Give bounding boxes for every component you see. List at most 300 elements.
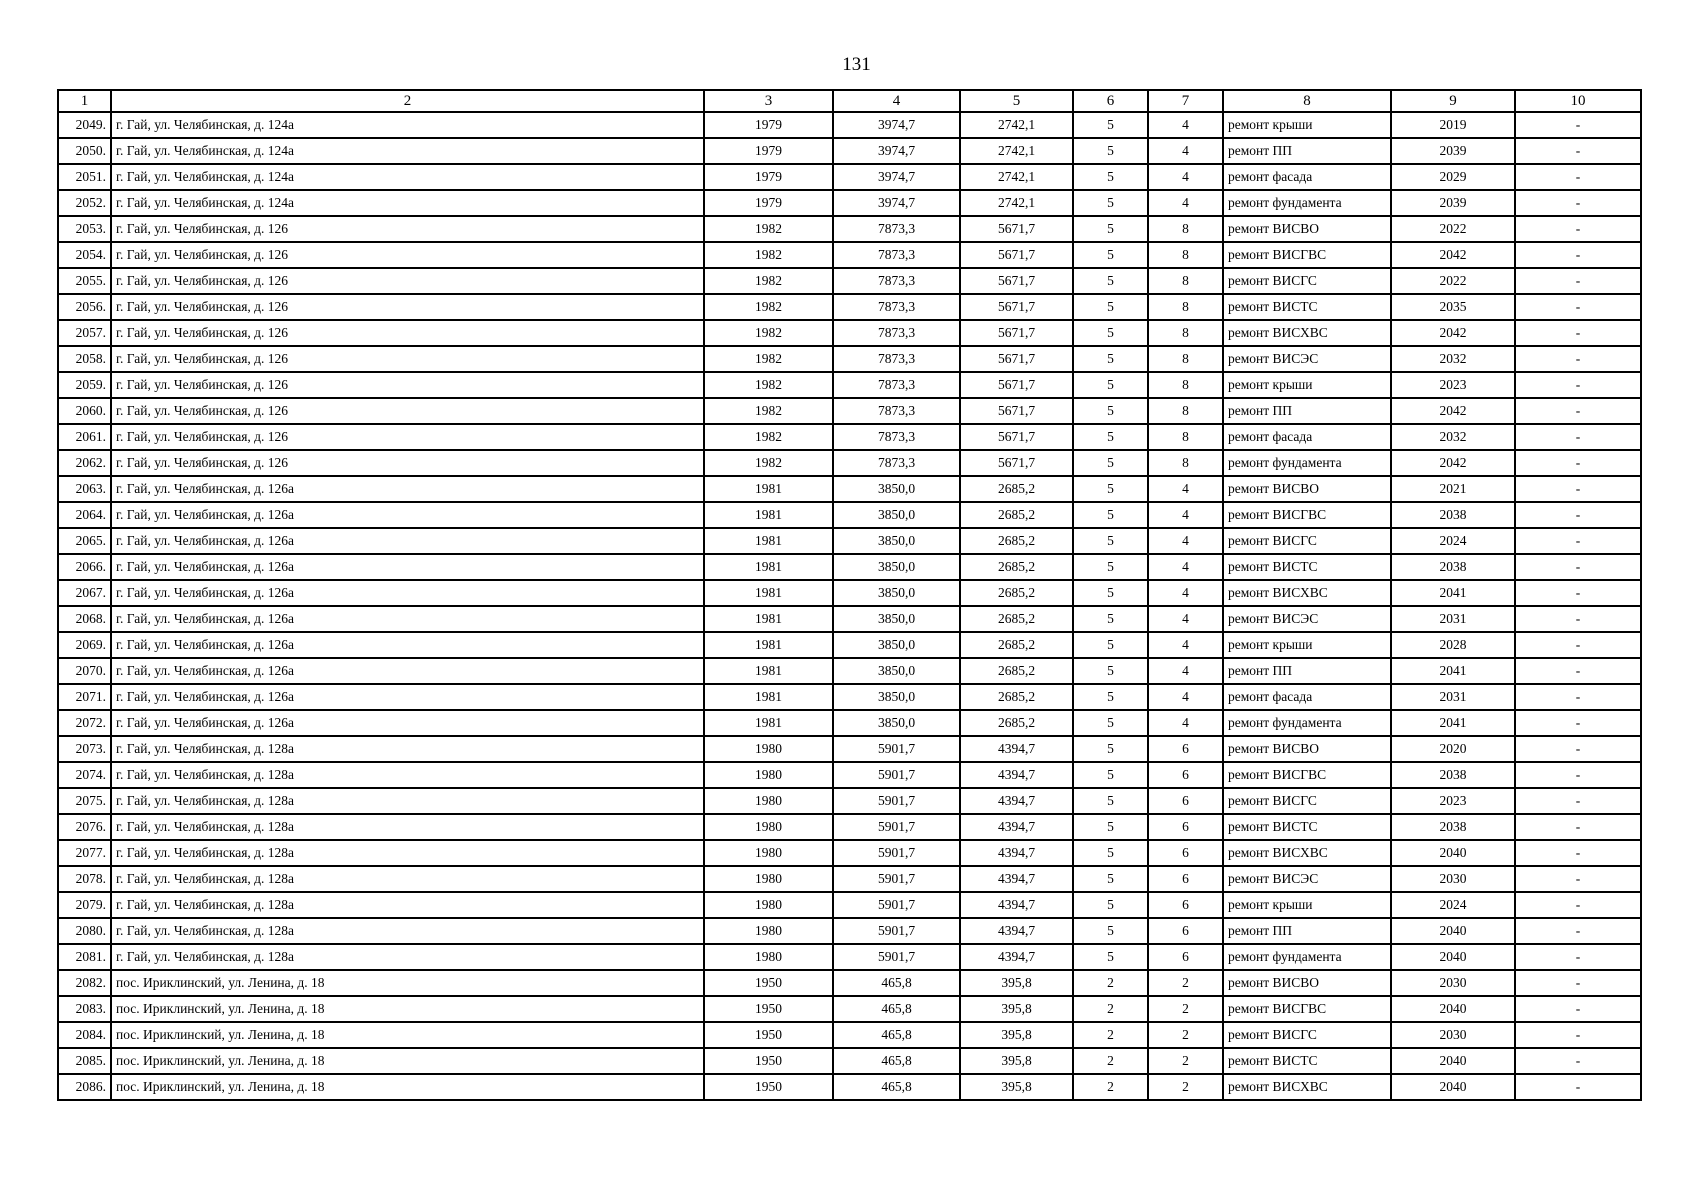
total-area-cell: 3850,0: [833, 710, 960, 736]
work-type-cell: ремонт ВИСЭС: [1223, 606, 1391, 632]
table-row: [58, 710, 1641, 736]
work-type-cell: ремонт крыши: [1223, 372, 1391, 398]
total-area-cell: 3974,7: [833, 190, 960, 216]
entrances-cell: 4: [1148, 606, 1223, 632]
column-header-4: 4: [833, 90, 960, 112]
year-cell: 1982: [704, 216, 833, 242]
year-cell: 1981: [704, 554, 833, 580]
living-area-cell: 5671,7: [960, 346, 1073, 372]
column-header-2: 2: [111, 90, 704, 112]
total-area-cell: 3974,7: [833, 138, 960, 164]
plan-year-cell: 2040: [1391, 1074, 1515, 1100]
note-cell: -: [1515, 450, 1641, 476]
floors-cell: 5: [1073, 294, 1148, 320]
living-area-cell: 5671,7: [960, 372, 1073, 398]
floors-cell: 5: [1073, 502, 1148, 528]
address-cell: г. Гай, ул. Челябинская, д. 126: [111, 294, 704, 320]
floors-cell: 5: [1073, 268, 1148, 294]
living-area-cell: 2685,2: [960, 684, 1073, 710]
row-number: 2056.: [58, 294, 111, 320]
table-row: [58, 970, 1641, 996]
row-number: 2072.: [58, 710, 111, 736]
table-row: [58, 528, 1641, 554]
table-row: [58, 242, 1641, 268]
floors-cell: 5: [1073, 762, 1148, 788]
address-cell: г. Гай, ул. Челябинская, д. 126а: [111, 528, 704, 554]
table-row: [58, 788, 1641, 814]
total-area-cell: 5901,7: [833, 814, 960, 840]
work-type-cell: ремонт ПП: [1223, 138, 1391, 164]
address-cell: г. Гай, ул. Челябинская, д. 126: [111, 372, 704, 398]
living-area-cell: 395,8: [960, 970, 1073, 996]
total-area-cell: 7873,3: [833, 242, 960, 268]
address-cell: г. Гай, ул. Челябинская, д. 126а: [111, 476, 704, 502]
floors-cell: 5: [1073, 580, 1148, 606]
column-header-8: 8: [1223, 90, 1391, 112]
year-cell: 1981: [704, 632, 833, 658]
note-cell: -: [1515, 606, 1641, 632]
row-number: 2082.: [58, 970, 111, 996]
floors-cell: 2: [1073, 1022, 1148, 1048]
year-cell: 1980: [704, 788, 833, 814]
row-number: 2055.: [58, 268, 111, 294]
address-cell: г. Гай, ул. Челябинская, д. 124а: [111, 190, 704, 216]
note-cell: -: [1515, 710, 1641, 736]
row-number: 2071.: [58, 684, 111, 710]
row-number: 2049.: [58, 112, 111, 138]
entrances-cell: 8: [1148, 216, 1223, 242]
row-number: 2070.: [58, 658, 111, 684]
living-area-cell: 2685,2: [960, 476, 1073, 502]
plan-year-cell: 2021: [1391, 476, 1515, 502]
note-cell: -: [1515, 918, 1641, 944]
work-type-cell: ремонт ВИСЭС: [1223, 346, 1391, 372]
address-cell: г. Гай, ул. Челябинская, д. 124а: [111, 164, 704, 190]
plan-year-cell: 2032: [1391, 424, 1515, 450]
address-cell: пос. Ириклинский, ул. Ленина, д. 18: [111, 1048, 704, 1074]
year-cell: 1980: [704, 840, 833, 866]
note-cell: -: [1515, 788, 1641, 814]
year-cell: 1950: [704, 970, 833, 996]
work-type-cell: ремонт ВИСВО: [1223, 736, 1391, 762]
address-cell: г. Гай, ул. Челябинская, д. 126а: [111, 710, 704, 736]
plan-year-cell: 2035: [1391, 294, 1515, 320]
row-number: 2066.: [58, 554, 111, 580]
entrances-cell: 2: [1148, 1022, 1223, 1048]
entrances-cell: 8: [1148, 424, 1223, 450]
floors-cell: 2: [1073, 1074, 1148, 1100]
floors-cell: 5: [1073, 346, 1148, 372]
note-cell: -: [1515, 372, 1641, 398]
row-number: 2074.: [58, 762, 111, 788]
note-cell: -: [1515, 476, 1641, 502]
floors-cell: 5: [1073, 528, 1148, 554]
address-cell: г. Гай, ул. Челябинская, д. 128а: [111, 788, 704, 814]
work-type-cell: ремонт ВИСГС: [1223, 528, 1391, 554]
living-area-cell: 2685,2: [960, 658, 1073, 684]
entrances-cell: 4: [1148, 710, 1223, 736]
plan-year-cell: 2038: [1391, 762, 1515, 788]
note-cell: -: [1515, 996, 1641, 1022]
note-cell: -: [1515, 424, 1641, 450]
table-row: [58, 320, 1641, 346]
living-area-cell: 2742,1: [960, 138, 1073, 164]
entrances-cell: 8: [1148, 450, 1223, 476]
note-cell: -: [1515, 138, 1641, 164]
living-area-cell: 5671,7: [960, 216, 1073, 242]
row-number: 2054.: [58, 242, 111, 268]
entrances-cell: 4: [1148, 138, 1223, 164]
floors-cell: 5: [1073, 398, 1148, 424]
table-row: [58, 658, 1641, 684]
table-row: [58, 918, 1641, 944]
note-cell: -: [1515, 1022, 1641, 1048]
floors-cell: 5: [1073, 112, 1148, 138]
work-type-cell: ремонт ВИСХВС: [1223, 1074, 1391, 1100]
row-number: 2080.: [58, 918, 111, 944]
entrances-cell: 8: [1148, 346, 1223, 372]
row-number: 2052.: [58, 190, 111, 216]
floors-cell: 5: [1073, 944, 1148, 970]
entrances-cell: 4: [1148, 502, 1223, 528]
work-type-cell: ремонт ВИСВО: [1223, 476, 1391, 502]
address-cell: г. Гай, ул. Челябинская, д. 126: [111, 216, 704, 242]
plan-year-cell: 2023: [1391, 788, 1515, 814]
row-number: 2075.: [58, 788, 111, 814]
entrances-cell: 8: [1148, 242, 1223, 268]
floors-cell: 5: [1073, 216, 1148, 242]
total-area-cell: 7873,3: [833, 346, 960, 372]
floors-cell: 5: [1073, 840, 1148, 866]
address-cell: г. Гай, ул. Челябинская, д. 128а: [111, 840, 704, 866]
year-cell: 1980: [704, 814, 833, 840]
address-cell: г. Гай, ул. Челябинская, д. 128а: [111, 892, 704, 918]
year-cell: 1980: [704, 892, 833, 918]
work-type-cell: ремонт фундамента: [1223, 190, 1391, 216]
address-cell: г. Гай, ул. Челябинская, д. 126: [111, 398, 704, 424]
row-number: 2053.: [58, 216, 111, 242]
row-number: 2068.: [58, 606, 111, 632]
living-area-cell: 4394,7: [960, 736, 1073, 762]
year-cell: 1982: [704, 346, 833, 372]
address-cell: г. Гай, ул. Челябинская, д. 128а: [111, 762, 704, 788]
living-area-cell: 2685,2: [960, 502, 1073, 528]
row-number: 2079.: [58, 892, 111, 918]
table-row: [58, 892, 1641, 918]
table-row: [58, 424, 1641, 450]
total-area-cell: 3850,0: [833, 658, 960, 684]
address-cell: г. Гай, ул. Челябинская, д. 124а: [111, 112, 704, 138]
floors-cell: 5: [1073, 710, 1148, 736]
year-cell: 1981: [704, 502, 833, 528]
living-area-cell: 4394,7: [960, 918, 1073, 944]
table-row: [58, 996, 1641, 1022]
plan-year-cell: 2041: [1391, 710, 1515, 736]
table-row: [58, 762, 1641, 788]
year-cell: 1950: [704, 1022, 833, 1048]
plan-year-cell: 2041: [1391, 580, 1515, 606]
living-area-cell: 2742,1: [960, 190, 1073, 216]
row-number: 2062.: [58, 450, 111, 476]
table-row: [58, 372, 1641, 398]
year-cell: 1982: [704, 320, 833, 346]
year-cell: 1982: [704, 294, 833, 320]
row-number: 2060.: [58, 398, 111, 424]
living-area-cell: 4394,7: [960, 866, 1073, 892]
note-cell: -: [1515, 502, 1641, 528]
plan-year-cell: 2042: [1391, 450, 1515, 476]
living-area-cell: 2685,2: [960, 606, 1073, 632]
note-cell: -: [1515, 398, 1641, 424]
table-row: [58, 502, 1641, 528]
note-cell: -: [1515, 866, 1641, 892]
row-number: 2076.: [58, 814, 111, 840]
table-row: [58, 632, 1641, 658]
total-area-cell: 5901,7: [833, 736, 960, 762]
address-cell: г. Гай, ул. Челябинская, д. 126а: [111, 580, 704, 606]
year-cell: 1982: [704, 398, 833, 424]
table-row: [58, 294, 1641, 320]
living-area-cell: 5671,7: [960, 424, 1073, 450]
column-header-9: 9: [1391, 90, 1515, 112]
address-cell: г. Гай, ул. Челябинская, д. 128а: [111, 814, 704, 840]
entrances-cell: 4: [1148, 554, 1223, 580]
table-row: [58, 1048, 1641, 1074]
year-cell: 1981: [704, 580, 833, 606]
plan-year-cell: 2042: [1391, 320, 1515, 346]
note-cell: -: [1515, 242, 1641, 268]
table-row: [58, 138, 1641, 164]
note-cell: -: [1515, 320, 1641, 346]
table-row: [58, 814, 1641, 840]
column-header-5: 5: [960, 90, 1073, 112]
entrances-cell: 4: [1148, 658, 1223, 684]
work-type-cell: ремонт фундамента: [1223, 450, 1391, 476]
work-type-cell: ремонт ВИСХВС: [1223, 580, 1391, 606]
plan-year-cell: 2031: [1391, 684, 1515, 710]
living-area-cell: 395,8: [960, 996, 1073, 1022]
address-cell: пос. Ириклинский, ул. Ленина, д. 18: [111, 1022, 704, 1048]
entrances-cell: 6: [1148, 892, 1223, 918]
living-area-cell: 2685,2: [960, 528, 1073, 554]
total-area-cell: 465,8: [833, 970, 960, 996]
table-row: [58, 736, 1641, 762]
table-row: [58, 866, 1641, 892]
total-area-cell: 3850,0: [833, 528, 960, 554]
floors-cell: 5: [1073, 450, 1148, 476]
floors-cell: 5: [1073, 554, 1148, 580]
address-cell: пос. Ириклинский, ул. Ленина, д. 18: [111, 996, 704, 1022]
total-area-cell: 3974,7: [833, 112, 960, 138]
floors-cell: 5: [1073, 814, 1148, 840]
work-type-cell: ремонт крыши: [1223, 632, 1391, 658]
plan-year-cell: 2040: [1391, 1048, 1515, 1074]
floors-cell: 2: [1073, 970, 1148, 996]
plan-year-cell: 2030: [1391, 1022, 1515, 1048]
address-cell: г. Гай, ул. Челябинская, д. 126: [111, 242, 704, 268]
address-cell: г. Гай, ул. Челябинская, д. 126: [111, 450, 704, 476]
plan-year-cell: 2040: [1391, 840, 1515, 866]
plan-year-cell: 2040: [1391, 944, 1515, 970]
year-cell: 1981: [704, 476, 833, 502]
work-type-cell: ремонт ВИСГС: [1223, 1022, 1391, 1048]
plan-year-cell: 2032: [1391, 346, 1515, 372]
note-cell: -: [1515, 554, 1641, 580]
table-row: [58, 1022, 1641, 1048]
work-type-cell: ремонт крыши: [1223, 892, 1391, 918]
work-type-cell: ремонт фундамента: [1223, 944, 1391, 970]
total-area-cell: 7873,3: [833, 424, 960, 450]
living-area-cell: 5671,7: [960, 242, 1073, 268]
note-cell: -: [1515, 840, 1641, 866]
floors-cell: 5: [1073, 476, 1148, 502]
year-cell: 1982: [704, 242, 833, 268]
address-cell: г. Гай, ул. Челябинская, д. 128а: [111, 944, 704, 970]
plan-year-cell: 2022: [1391, 216, 1515, 242]
total-area-cell: 3850,0: [833, 554, 960, 580]
living-area-cell: 4394,7: [960, 840, 1073, 866]
row-number: 2077.: [58, 840, 111, 866]
year-cell: 1982: [704, 372, 833, 398]
floors-cell: 2: [1073, 996, 1148, 1022]
living-area-cell: 2685,2: [960, 632, 1073, 658]
table-row: [58, 944, 1641, 970]
table-header-row: [58, 90, 1641, 112]
note-cell: -: [1515, 1048, 1641, 1074]
address-cell: г. Гай, ул. Челябинская, д. 128а: [111, 866, 704, 892]
plan-year-cell: 2038: [1391, 502, 1515, 528]
work-type-cell: ремонт ВИСВО: [1223, 970, 1391, 996]
plan-year-cell: 2030: [1391, 866, 1515, 892]
total-area-cell: 3850,0: [833, 580, 960, 606]
floors-cell: 5: [1073, 918, 1148, 944]
year-cell: 1981: [704, 528, 833, 554]
entrances-cell: 4: [1148, 528, 1223, 554]
note-cell: -: [1515, 580, 1641, 606]
total-area-cell: 7873,3: [833, 216, 960, 242]
living-area-cell: 395,8: [960, 1022, 1073, 1048]
work-type-cell: ремонт ПП: [1223, 658, 1391, 684]
address-cell: г. Гай, ул. Челябинская, д. 128а: [111, 736, 704, 762]
row-number: 2057.: [58, 320, 111, 346]
total-area-cell: 7873,3: [833, 294, 960, 320]
work-type-cell: ремонт ВИСТС: [1223, 294, 1391, 320]
floors-cell: 5: [1073, 424, 1148, 450]
entrances-cell: 8: [1148, 268, 1223, 294]
row-number: 2078.: [58, 866, 111, 892]
work-type-cell: ремонт фундамента: [1223, 710, 1391, 736]
column-header-10: 10: [1515, 90, 1641, 112]
year-cell: 1980: [704, 944, 833, 970]
table-row: [58, 554, 1641, 580]
living-area-cell: 5671,7: [960, 398, 1073, 424]
year-cell: 1950: [704, 1048, 833, 1074]
column-header-7: 7: [1148, 90, 1223, 112]
row-number: 2086.: [58, 1074, 111, 1100]
note-cell: -: [1515, 528, 1641, 554]
year-cell: 1950: [704, 1074, 833, 1100]
total-area-cell: 7873,3: [833, 398, 960, 424]
work-type-cell: ремонт ВИСГС: [1223, 268, 1391, 294]
table-row: [58, 112, 1641, 138]
entrances-cell: 6: [1148, 866, 1223, 892]
plan-year-cell: 2042: [1391, 242, 1515, 268]
entrances-cell: 6: [1148, 788, 1223, 814]
entrances-cell: 4: [1148, 476, 1223, 502]
entrances-cell: 6: [1148, 736, 1223, 762]
address-cell: пос. Ириклинский, ул. Ленина, д. 18: [111, 970, 704, 996]
total-area-cell: 465,8: [833, 996, 960, 1022]
year-cell: 1979: [704, 138, 833, 164]
row-number: 2058.: [58, 346, 111, 372]
total-area-cell: 465,8: [833, 1022, 960, 1048]
total-area-cell: 5901,7: [833, 892, 960, 918]
living-area-cell: 5671,7: [960, 450, 1073, 476]
page-number: 131: [842, 54, 871, 75]
table-row: [58, 398, 1641, 424]
plan-year-cell: 2031: [1391, 606, 1515, 632]
floors-cell: 5: [1073, 892, 1148, 918]
work-type-cell: ремонт ВИСГВС: [1223, 762, 1391, 788]
work-type-cell: ремонт ВИСХВС: [1223, 320, 1391, 346]
column-header-3: 3: [704, 90, 833, 112]
entrances-cell: 4: [1148, 112, 1223, 138]
note-cell: -: [1515, 1074, 1641, 1100]
note-cell: -: [1515, 762, 1641, 788]
work-type-cell: ремонт ВИСГВС: [1223, 996, 1391, 1022]
floors-cell: 5: [1073, 372, 1148, 398]
plan-year-cell: 2024: [1391, 528, 1515, 554]
plan-year-cell: 2042: [1391, 398, 1515, 424]
year-cell: 1981: [704, 710, 833, 736]
plan-year-cell: 2038: [1391, 554, 1515, 580]
year-cell: 1982: [704, 424, 833, 450]
row-number: 2051.: [58, 164, 111, 190]
note-cell: -: [1515, 346, 1641, 372]
floors-cell: 5: [1073, 684, 1148, 710]
entrances-cell: 2: [1148, 1048, 1223, 1074]
table-row: [58, 606, 1641, 632]
address-cell: г. Гай, ул. Челябинская, д. 126а: [111, 606, 704, 632]
floors-cell: 5: [1073, 866, 1148, 892]
row-number: 2061.: [58, 424, 111, 450]
table-row: [58, 1074, 1641, 1100]
table-row: [58, 164, 1641, 190]
work-type-cell: ремонт ВИСТС: [1223, 1048, 1391, 1074]
table-row: [58, 476, 1641, 502]
plan-year-cell: 2028: [1391, 632, 1515, 658]
year-cell: 1980: [704, 866, 833, 892]
floors-cell: 5: [1073, 632, 1148, 658]
note-cell: -: [1515, 658, 1641, 684]
note-cell: -: [1515, 268, 1641, 294]
plan-year-cell: 2029: [1391, 164, 1515, 190]
living-area-cell: 5671,7: [960, 294, 1073, 320]
living-area-cell: 5671,7: [960, 320, 1073, 346]
entrances-cell: 6: [1148, 762, 1223, 788]
row-number: 2084.: [58, 1022, 111, 1048]
entrances-cell: 6: [1148, 814, 1223, 840]
note-cell: -: [1515, 814, 1641, 840]
note-cell: -: [1515, 944, 1641, 970]
work-type-cell: ремонт фасада: [1223, 164, 1391, 190]
total-area-cell: 3974,7: [833, 164, 960, 190]
total-area-cell: 465,8: [833, 1048, 960, 1074]
plan-year-cell: 2040: [1391, 918, 1515, 944]
table-row: [58, 450, 1641, 476]
total-area-cell: 5901,7: [833, 762, 960, 788]
address-cell: г. Гай, ул. Челябинская, д. 126: [111, 268, 704, 294]
